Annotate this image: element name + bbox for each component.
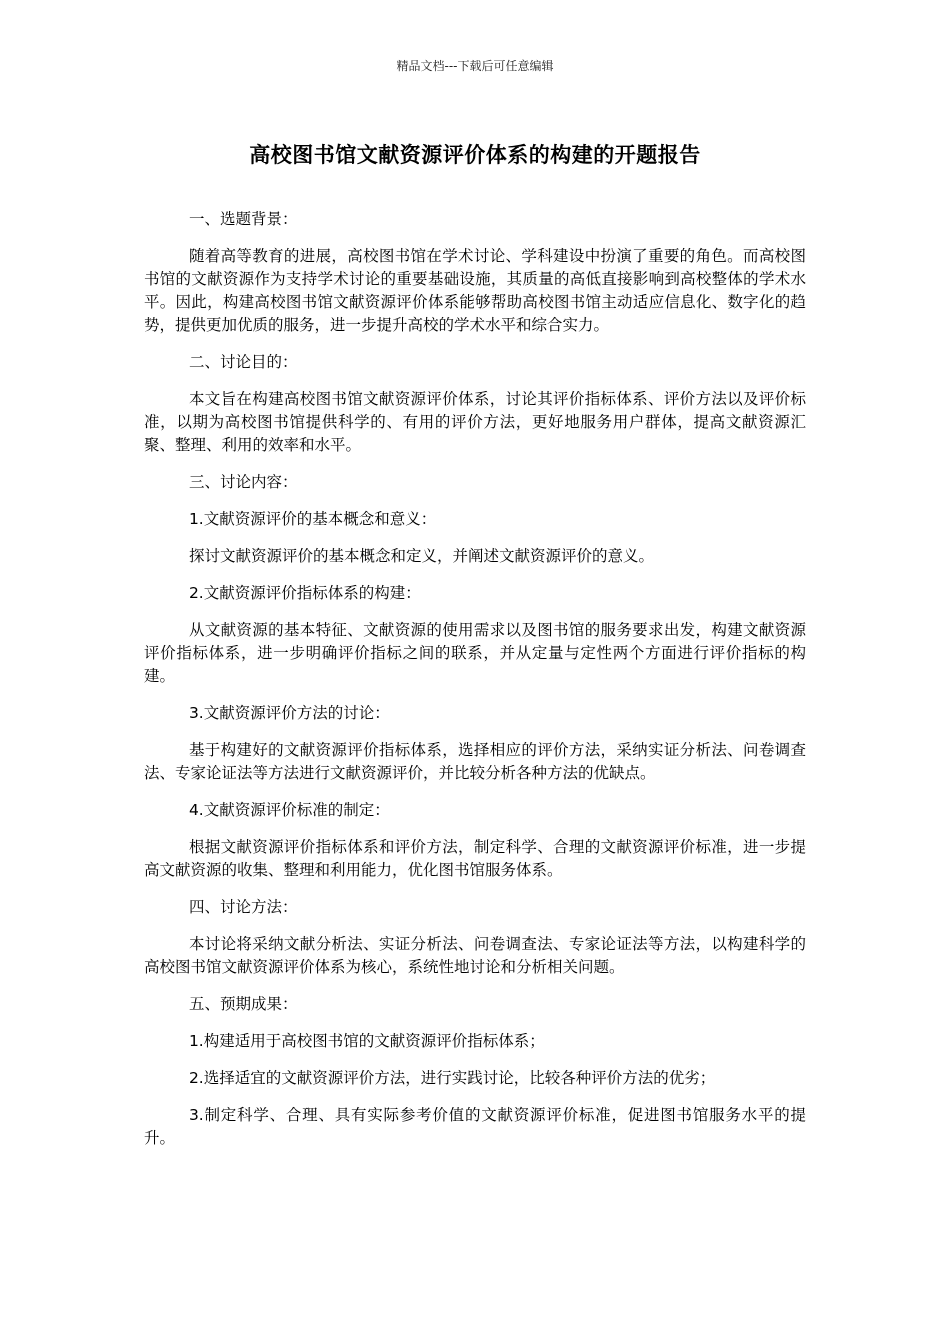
header-watermark: 精品文档---下载后可任意编辑	[396, 59, 554, 73]
paragraph-index-system: 从文献资源的基本特征、文献资源的使用需求以及图书馆的服务要求出发，构建文献资源评价指标体系，进一步明确评价指标之间的联系，并从定量与定性两个方面进行评价指标的构建。	[144, 621, 806, 685]
list-item-outcome-1: 1.构建适用于高校图书馆的文献资源评价指标体系；	[188, 1032, 545, 1050]
subsection-heading-index-system: 2.文献资源评价指标体系的构建：	[188, 584, 421, 602]
paragraph-method: 本讨论将采纳文献分析法、实证分析法、问卷调查法、专家论证法等方法，以构建科学的高校图书馆文献资源评价体系为核心，系统性地讨论和分析相关问题。	[144, 935, 806, 976]
paragraph-concept: 探讨文献资源评价的基本概念和定义，并阐述文献资源评价的意义。	[188, 547, 654, 565]
paragraph-background: 随着高等教育的进展，高校图书馆在学术讨论、学科建设中扮演了重要的角色。而高校图书馆的文献资源作为支持学术讨论的重要基础设施，其质量的高低直接影响到高校整体的学术水平。因此，构建高校图书馆文献资源评价体系能够帮助高校图书馆主动适应信息化、数字化的趋势，提供更加优质的服务，进一步提升高校的学术水平和综合实力。	[144, 247, 806, 334]
section-heading-background: 一、选题背景：	[188, 210, 298, 228]
subsection-heading-standards: 4.文献资源评价标准的制定：	[188, 801, 390, 819]
document-title: 高校图书馆文献资源评价体系的构建的开题报告	[249, 143, 701, 167]
list-item-outcome-2: 2.选择适宜的文献资源评价方法，进行实践讨论，比较各种评价方法的优劣；	[188, 1069, 716, 1087]
section-heading-method: 四、讨论方法：	[188, 898, 298, 916]
section-heading-content: 三、讨论内容：	[188, 473, 298, 491]
paragraph-methods: 基于构建好的文献资源评价指标体系，选择相应的评价方法，采纳实证分析法、问卷调查法、专家论证法等方法进行文献资源评价，并比较分析各种方法的优缺点。	[144, 741, 806, 782]
section-heading-purpose: 二、讨论目的：	[188, 353, 298, 371]
section-heading-outcomes: 五、预期成果：	[188, 995, 298, 1013]
subsection-heading-methods: 3.文献资源评价方法的讨论：	[188, 704, 390, 722]
subsection-heading-concept: 1.文献资源评价的基本概念和意义：	[188, 510, 437, 528]
paragraph-standards: 根据文献资源评价指标体系和评价方法，制定科学、合理的文献资源评价标准，进一步提高文献资源的收集、整理和利用能力，优化图书馆服务体系。	[144, 838, 806, 879]
list-item-outcome-3: 3.制定科学、合理、具有实际参考价值的文献资源评价标准，促进图书馆服务水平的提升。	[144, 1106, 806, 1147]
paragraph-purpose: 本文旨在构建高校图书馆文献资源评价体系，讨论其评价指标体系、评价方法以及评价标准，以期为高校图书馆提供科学的、有用的评价方法，更好地服务用户群体，提高文献资源汇聚、整理、利用的效率和水平。	[144, 390, 806, 454]
document-body	[144, 208, 806, 1164]
